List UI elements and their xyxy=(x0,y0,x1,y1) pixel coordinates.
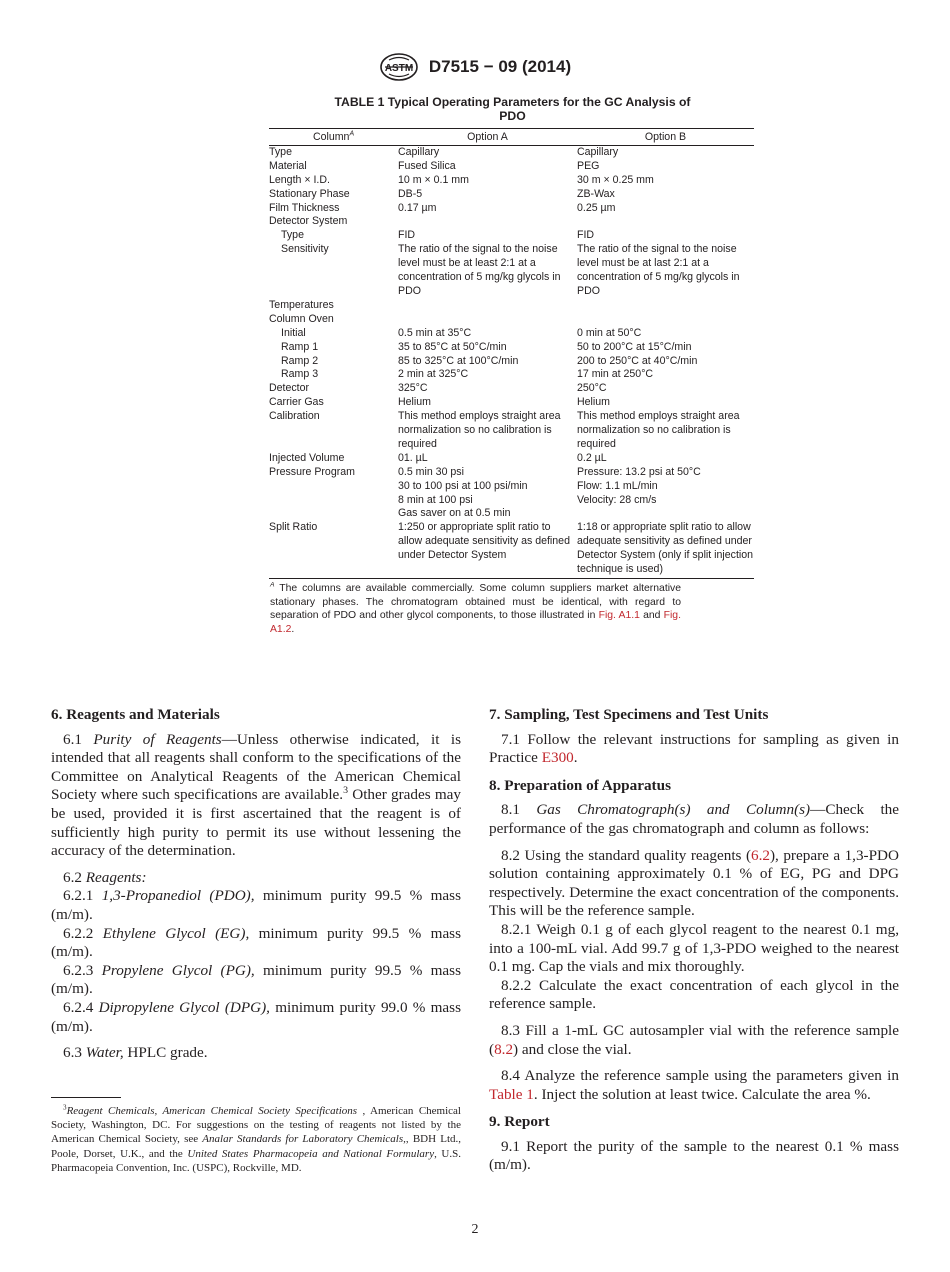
paragraph-9-1: 9.1 Report the purity of the sample to the nearest 0.1 % mass (m/m). xyxy=(489,1137,899,1174)
option-b-cell: The ratio of the signal to the noise level must be at last 2:1 at a concentration of 5 mg/kg glycols in PDO xyxy=(577,243,740,297)
row-label: Film Thickness xyxy=(269,201,340,214)
paragraph-6-2-1: 6.2.1 1,3-Propanediol (PDO), minimum purity 99.5 % mass (m/m). xyxy=(51,887,461,923)
paragraph-8-3: 8.3 Fill a 1-mL GC autosampler vial with the reference sample (8.2) and close the vial. xyxy=(489,1021,899,1058)
option-a-cell: Capillary xyxy=(398,145,440,158)
astm-logo-icon xyxy=(379,52,419,82)
option-b-cell xyxy=(577,215,754,229)
footnote-3: $^3$Reagent Chemicals, American Chemical Society Specifications , American Chemical Society, Washington, DC. For suggestions on the testing of reagents not listed by the American Chemical Society, see Analar Standards for Laboratory Chemicals,, BDH Ltd., Poole, Dorset, U.K., and the United States Pharmacopeia and National Formulary, U.S. Pharmacopeia Convention, Inc. (USPC), Rockville, MD. xyxy=(51,1103,461,1174)
option-a-cell xyxy=(398,313,577,327)
option-a-header: Option A xyxy=(398,129,577,146)
table-row xyxy=(269,243,754,299)
table-row xyxy=(269,174,754,188)
row-label: Initial xyxy=(281,326,306,339)
page-header xyxy=(0,52,950,82)
option-a-cell: 0.17 µm xyxy=(398,201,437,214)
table-row xyxy=(269,145,754,159)
table-row xyxy=(269,410,754,452)
table-title xyxy=(270,95,755,123)
row-label: Ramp 3 xyxy=(281,368,319,381)
row-label: Pressure Program xyxy=(269,465,355,478)
option-a-cell xyxy=(398,215,577,229)
section-7-heading: 7. Sampling, Test Specimens and Test Units xyxy=(489,706,769,723)
section-9-heading: 9. Report xyxy=(489,1113,550,1131)
paragraph-6-2-2: 6.2.2 Ethylene Glycol (EG), minimum purity 99.5 % mass (m/m). xyxy=(51,924,462,961)
table-row xyxy=(269,521,754,578)
table-title-line: TABLE 1 Typical Operating Parameters for the GC Analysis of xyxy=(334,95,691,109)
table-row xyxy=(269,466,754,522)
paragraph-7-1: 7.1 Follow the relevant instructions for sampling as given in Practice E300. xyxy=(489,730,899,767)
fig-a1-2-link[interactable]: Fig. A1.2 xyxy=(270,610,681,635)
option-b-cell: 30 m × 0.25 mm xyxy=(577,173,654,186)
paragraph-8-1: 8.1 Gas Chromatograph(s) and Column(s)—Check the performance of the gas chromatograph and column as follows: xyxy=(489,801,900,837)
row-label: Temperatures xyxy=(269,298,334,311)
table-row xyxy=(269,202,754,216)
fig-a1-1-link[interactable]: Fig. A1.1 xyxy=(598,610,640,621)
option-a-cell: Fused Silica xyxy=(398,159,456,172)
row-label: Ramp 1 xyxy=(281,340,319,353)
option-b-cell: Capillary xyxy=(577,145,619,158)
section-6-heading: 6. Reagents and Materials xyxy=(51,706,220,723)
row-label: Stationary Phase xyxy=(269,187,350,200)
operating-parameters-table xyxy=(269,128,754,579)
option-b-cell: 0 min at 50°C xyxy=(577,326,642,339)
paragraph-6-2: 6.2 Reagents: xyxy=(63,868,147,886)
left-column xyxy=(51,706,461,1063)
row-label: Detector System xyxy=(269,215,348,228)
option-a-cell: 2 min at 325°C xyxy=(398,368,469,381)
standard-designation: D7515 − 09 (2014) xyxy=(428,57,572,76)
option-b-cell: 250°C xyxy=(577,382,607,395)
option-b-cell: 0.2 µL xyxy=(577,451,607,464)
paragraph-6-2-3: 6.2.3 Propylene Glycol (PG), minimum purity 99.5 % mass (m/m). xyxy=(51,961,461,998)
section-6-2-link[interactable]: 6.2 xyxy=(751,846,770,864)
right-column xyxy=(489,706,899,1175)
option-b-cell: 1:18 or appropriate split ratio to allow adequate sensitivity as defined under Detector System (only if split injection technique is used) xyxy=(577,521,754,578)
option-b-cell xyxy=(577,313,754,327)
row-label: Calibration xyxy=(269,410,320,423)
option-b-cell: This method employs straight area normalization so no calibration is required xyxy=(577,410,740,450)
option-a-cell: 1:250 or appropriate split ratio to allow adequate sensitivity as defined under Detector System xyxy=(398,521,577,578)
table-row xyxy=(269,229,754,243)
option-a-cell: Helium xyxy=(398,396,431,409)
option-a-cell: 35 to 85°C at 50°C/min xyxy=(398,340,507,353)
option-b-cell: 50 to 200°C at 15°C/min xyxy=(577,340,692,353)
option-a-cell: 85 to 325°C at 100°C/min xyxy=(398,354,519,367)
table-row xyxy=(269,396,754,410)
section-8-heading: 8. Preparation of Apparatus xyxy=(489,776,671,794)
paragraph-8-4: 8.4 Analyze the reference sample using the parameters given in Table 1. Inject the solution at least twice. Calculate the area %. xyxy=(489,1067,899,1103)
row-label: Ramp 2 xyxy=(281,354,319,367)
page-number: 2 xyxy=(471,1222,479,1237)
row-label: Injected Volume xyxy=(269,451,345,464)
table-row xyxy=(269,299,754,313)
table-row xyxy=(269,355,754,369)
row-label: Length × I.D. xyxy=(269,173,330,186)
option-b-header: Option B xyxy=(577,129,754,146)
option-b-cell: Pressure: 13.2 psi at 50°C Flow: 1.1 mL/min Velocity: 28 cm/s xyxy=(577,465,701,506)
paragraph-8-2: 8.2 Using the standard quality reagents (6.2), prepare a 1,3-PDO solution containing approximately 0.1 % of EG, PG and DPG respectively. Determine the exact concentration of the components. This will be the reference sample. xyxy=(489,846,899,920)
option-b-cell: PEG xyxy=(577,159,600,172)
option-a-cell: 0.5 min at 35°C xyxy=(398,326,472,339)
column-header: Column$^A$ xyxy=(269,129,398,146)
row-label: Detector xyxy=(269,382,310,395)
row-label: Sensitivity xyxy=(281,243,329,256)
paragraph-6-3: 6.3 Water, HPLC grade. xyxy=(63,1044,208,1062)
footnote-divider xyxy=(51,1097,121,1098)
table-row xyxy=(269,160,754,174)
row-label: Split Ratio xyxy=(269,521,398,578)
table-title-line: PDO xyxy=(499,109,526,123)
option-a-cell: This method employs straight area normalization so no calibration is required xyxy=(398,410,561,450)
table-row xyxy=(269,313,754,327)
row-label: Material xyxy=(269,159,307,172)
table-row xyxy=(269,327,754,341)
row-label: Type xyxy=(281,229,304,242)
paragraph-6-1: 6.1 Purity of Reagents—Unless otherwise indicated, it is intended that all reagents shall conform to the specifications of the Committee on Analytical Reagents of the American Chemical Society where such specifications are available.$^3$ Other grades may be used, provided it is first ascertained that the reagent is of sufficiently high purity to permit its use without lessening the accuracy of the determination. xyxy=(51,730,461,860)
option-a-cell: FID xyxy=(398,229,416,242)
table-footnote: $^A$ The columns are available commercially. Some column suppliers market alternative stationary phases. The chromatogram obtained must be identical, with regard to separation of PDO and other glycol components, to those illustrated in Fig. A1.1 and Fig. A1.2. xyxy=(270,581,681,635)
option-a-cell: The ratio of the signal to the noise level must be at least 2:1 at a concentration of 5 mg/kg glycols in PDO xyxy=(398,243,561,297)
table-row xyxy=(269,341,754,355)
paragraph-8-2-2: 8.2.2 Calculate the exact concentration of each glycol in the reference sample. xyxy=(489,976,899,1013)
option-b-cell xyxy=(577,299,754,313)
table-row xyxy=(269,368,754,382)
option-a-cell: 0.5 min 30 psi 30 to 100 psi at 100 psi/min 8 min at 100 psi Gas saver on at 0.5 min xyxy=(398,465,528,520)
option-a-cell: 10 m × 0.1 mm xyxy=(398,173,469,186)
option-b-cell: 17 min at 250°C xyxy=(577,368,654,381)
option-a-cell: 325°C xyxy=(398,382,428,395)
paragraph-6-2-4: 6.2.4 Dipropylene Glycol (DPG), minimum purity 99.0 % mass (m/m). xyxy=(51,998,461,1035)
paragraph-8-2-1: 8.2.1 Weigh 0.1 g of each glycol reagent to the nearest 0.1 mg, into a 100-mL vial. Add 99.7 g of 1,3-PDO weighed to the nearest 0.1 mg. Cap the vials and mix thoroughly. xyxy=(489,920,899,976)
row-label: Type xyxy=(269,145,292,158)
e300-link[interactable]: E300 xyxy=(541,749,574,767)
table-row xyxy=(269,188,754,202)
option-a-cell: DB-5 xyxy=(398,187,423,200)
table-row xyxy=(269,452,754,466)
table-row xyxy=(269,215,754,229)
option-b-cell: ZB-Wax xyxy=(577,187,615,200)
table-1-link[interactable]: Table 1 xyxy=(489,1085,534,1103)
section-8-2-link[interactable]: 8.2 xyxy=(494,1040,514,1058)
option-a-cell xyxy=(398,299,577,313)
option-a-cell: 01. µL xyxy=(398,451,428,464)
option-b-cell: Helium xyxy=(577,396,610,409)
svg-text:ASTM: ASTM xyxy=(384,63,414,74)
row-label: Column Oven xyxy=(269,312,334,325)
option-b-cell: FID xyxy=(577,229,595,242)
table-row xyxy=(269,382,754,396)
option-b-cell: 200 to 250°C at 40°C/min xyxy=(577,354,698,367)
row-label: Carrier Gas xyxy=(269,396,324,409)
option-b-cell: 0.25 µm xyxy=(577,201,616,214)
